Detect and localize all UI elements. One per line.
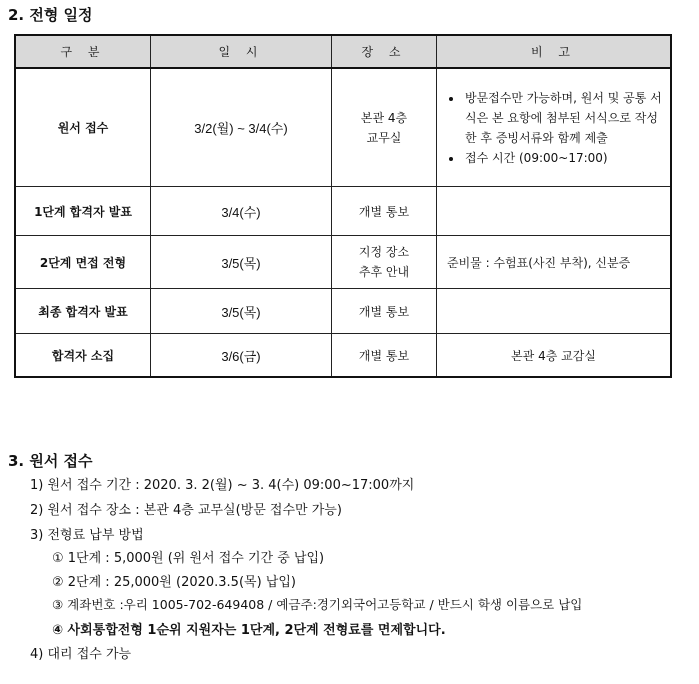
row-notes <box>437 289 672 334</box>
table-row <box>15 236 671 289</box>
section-title-schedule: 2. 전형 일정 <box>8 6 93 24</box>
note-bullet: • 접수 시간 (09:00~17:00) <box>463 148 662 168</box>
row-place <box>332 68 437 187</box>
list-subitem-fee-exemption: ④ 사회통합전형 1순위 지원자는 1단계, 2단계 전형료를 면제합니다. <box>52 623 446 638</box>
list-item-proxy: 4) 대리 접수 가능 <box>30 647 132 662</box>
table-header-row <box>15 35 671 68</box>
row-notes: 준비물 : 수험표(사진 부착), 신분증 <box>437 236 672 289</box>
table-row <box>15 334 671 378</box>
place-line-2: 교무실 <box>366 130 402 145</box>
header-category: 구 분 <box>15 35 151 68</box>
list-item-period: 1) 원서 접수 기간 : 2020. 3. 2(월) ~ 3. 4(수) 09:00~17:00까지 <box>30 478 415 493</box>
place-line-1: 지정 장소 <box>358 245 410 259</box>
header-date: 일 시 <box>151 35 332 68</box>
row-notes: 본관 4층 교감실 <box>437 334 672 378</box>
note-bullet: • 방문접수만 가능하며, 원서 및 공통 서식은 본 요항에 첨부된 서식으로 작성한 후 증빙서류와 함께 제출 <box>463 88 662 148</box>
table-row <box>15 289 671 334</box>
row-date: 3/5(목) <box>151 236 332 289</box>
row-date: 3/5(목) <box>151 289 332 334</box>
row-category: 1단계 합격자 발표 <box>15 187 151 236</box>
row-date: 3/6(금) <box>151 334 332 378</box>
row-notes <box>437 187 672 236</box>
row-category: 합격자 소집 <box>15 334 151 378</box>
section-title-application: 3. 원서 접수 <box>8 452 93 470</box>
place-line-2: 추후 안내 <box>358 265 410 279</box>
row-date: 3/4(수) <box>151 187 332 236</box>
schedule-table <box>14 34 672 378</box>
table-row <box>15 68 671 187</box>
list-item-fee-method: 3) 전형료 납부 방법 <box>30 528 144 543</box>
list-item-place: 2) 원서 접수 장소 : 본관 4층 교무실(방문 접수만 가능) <box>30 503 342 518</box>
table-row <box>15 187 671 236</box>
list-subitem-account: ③ 계좌번호 :우리 1005-702-649408 / 예금주:경기외국어고등학교 / 반드시 학생 이름으로 납입 <box>52 597 583 612</box>
list-subitem-stage1-fee: ① 1단계 : 5,000원 (위 원서 접수 기간 중 납입) <box>52 551 325 566</box>
row-place: 개별 통보 <box>332 187 437 236</box>
list-subitem-stage2-fee: ② 2단계 : 25,000원 (2020.3.5(목) 납입) <box>52 575 296 590</box>
row-category: 원서 접수 <box>15 68 151 187</box>
row-place <box>332 236 437 289</box>
row-category: 최종 합격자 발표 <box>15 289 151 334</box>
header-place: 장 소 <box>332 35 437 68</box>
header-notes: 비 고 <box>437 35 672 68</box>
row-category: 2단계 면접 전형 <box>15 236 151 289</box>
row-notes <box>437 68 672 187</box>
place-line-1: 본관 4층 <box>360 110 408 125</box>
row-date: 3/2(월) ~ 3/4(수) <box>151 68 332 187</box>
row-place: 개별 통보 <box>332 289 437 334</box>
row-place: 개별 통보 <box>332 334 437 378</box>
